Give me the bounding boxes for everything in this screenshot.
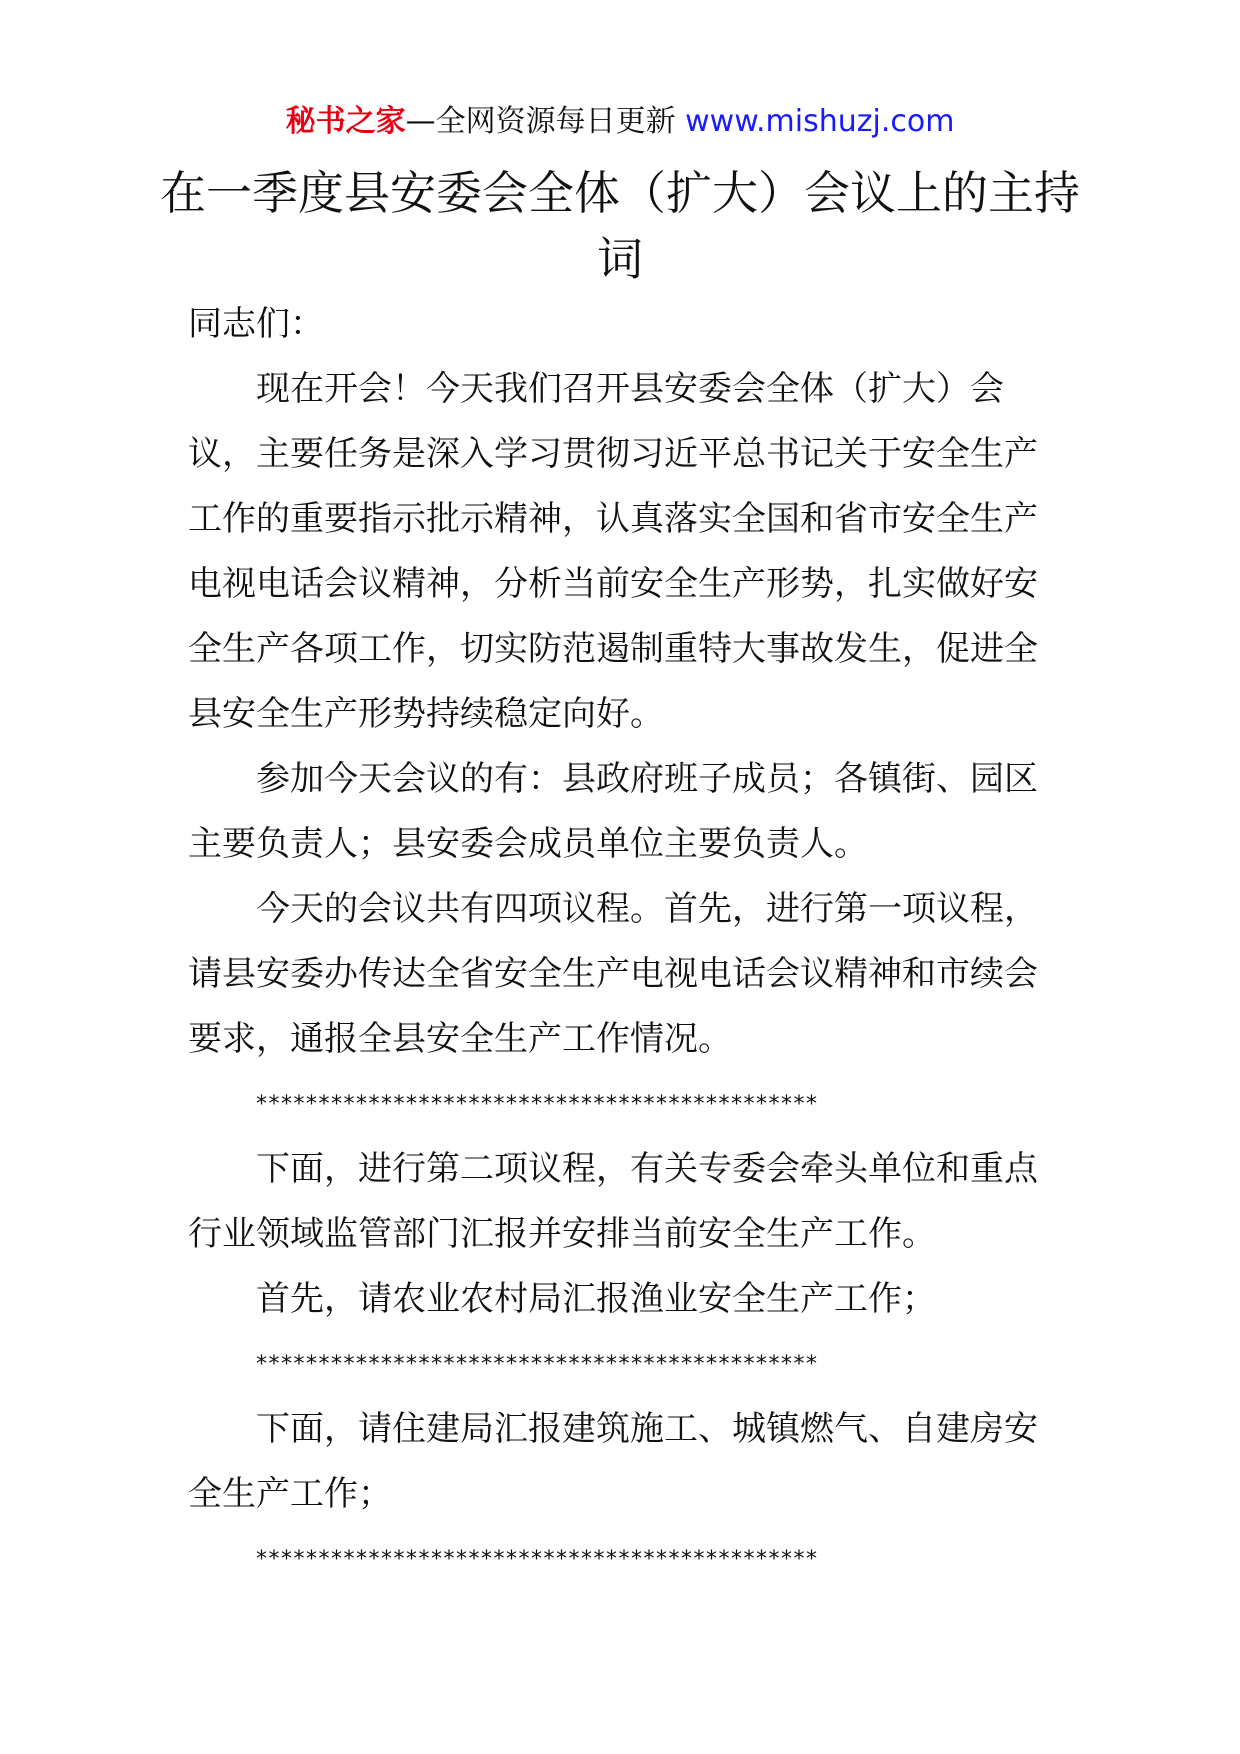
- site-url-link[interactable]: www.mishuzj.com: [685, 104, 955, 139]
- brand-name: 秘书之家: [285, 104, 406, 139]
- salutation: 同志们：: [188, 304, 324, 344]
- paragraph-agriculture-report: 首先，请农业农村局汇报渔业安全生产工作；: [256, 1279, 936, 1319]
- document-body: [188, 292, 1038, 1592]
- site-header: [0, 100, 1240, 144]
- header-tagline: —全网资源每日更新: [405, 104, 676, 139]
- paragraph-attendees: 参加今天会议的有：县政府班子成员；各镇街、园区主要负责人；县安委会成员单位主要负责人。: [188, 759, 1038, 864]
- divider-2: *********************************************: [256, 1352, 819, 1377]
- divider-3: *********************************************: [256, 1547, 819, 1572]
- paragraph-housing-report: 下面，请住建局汇报建筑施工、城镇燃气、自建房安全生产工作；: [188, 1409, 1038, 1514]
- divider-1: *********************************************: [256, 1092, 819, 1117]
- paragraph-agenda-first: 今天的会议共有四项议程。首先，进行第一项议程，请县安委办传达全省安全生产电视电话会议精神和市续会要求，通报全县安全生产工作情况。: [188, 889, 1038, 1059]
- paragraph-opening: 现在开会！今天我们召开县安委会全体（扩大）会议，主要任务是深入学习贯彻习近平总书记关于安全生产工作的重要指示批示精神，认真落实全国和省市安全生产电视电话会议精神，分析当前安全生产形势，扎实做好安全生产各项工作，切实防范遏制重特大事故发生，促进全县安全生产形势持续稳定向好。: [188, 369, 1038, 734]
- document-title: 在一季度县安委会全体（扩大）会议上的主持词: [160, 166, 1080, 286]
- paragraph-agenda-second: 下面，进行第二项议程，有关专委会牵头单位和重点行业领域监管部门汇报并安排当前安全生产工作。: [188, 1149, 1038, 1254]
